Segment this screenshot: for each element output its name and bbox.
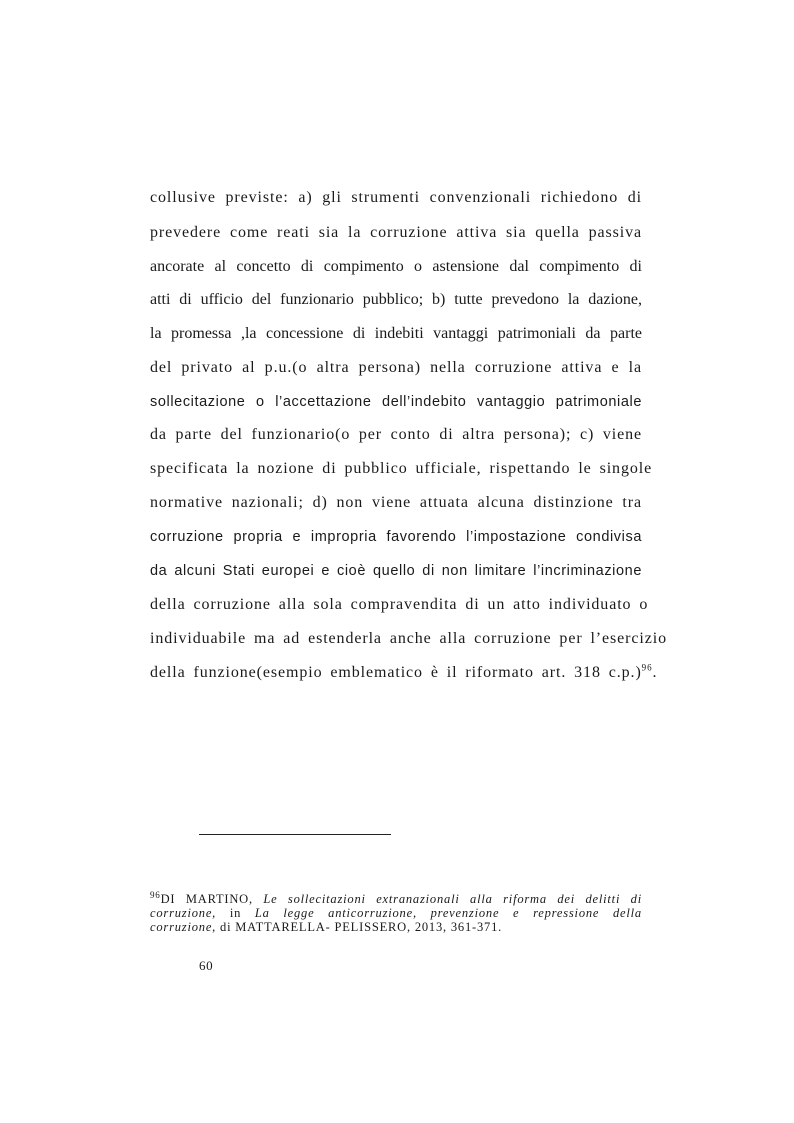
footnote-in-word: in (229, 906, 242, 920)
footnote-line-2 (150, 906, 642, 920)
body-line-6: del privato al p.u.(o altra persona) nella corruzione attiva e la (150, 359, 642, 376)
footnote-number: 96 (150, 889, 161, 900)
body-line-7: sollecitazione o l’accettazione dell’indebito vantaggio patrimoniale (150, 394, 642, 410)
footnote-line-1 (150, 889, 642, 906)
body-line-5: la promessa ,la concessione di indebiti vantaggi patrimoniali da parte (150, 325, 642, 342)
footnote-title-continued: corruzione, (150, 906, 217, 920)
body-line-12: da alcuni Stati europei e cioè quello di non limitare l’incriminazione (150, 563, 642, 579)
footnote-author: DI MARTINO, (160, 892, 253, 906)
body-line-4: atti di ufficio del funzionario pubblico; b) tutte prevedono la dazione, (150, 291, 642, 308)
footnote-book: La legge anticorruzione, prevenzione e repressione della (254, 906, 642, 920)
body-line-10: normative nazionali; d) non viene attuata alcuna distinzione tra (150, 494, 642, 511)
body-line-15 (150, 662, 658, 683)
body-last-line-text: della funzione(esempio emblematico è il riformato art. 318 c.p.) (150, 664, 642, 681)
body-last-line-period: . (652, 664, 658, 681)
footnote-book-continued: corruzione (150, 920, 213, 934)
footnote-citation: , di MATTARELLA- PELISSERO, 2013, 361-371. (212, 920, 503, 934)
footnote-line-3 (150, 920, 642, 934)
page-number: 60 (199, 958, 214, 973)
footnote-reference: 96 (641, 662, 653, 673)
footnote-title: Le sollecitazioni extranazionali alla riforma dei delitti di (263, 892, 642, 906)
body-line-1: collusive previste: a) gli strumenti convenzionali richiedono di (150, 189, 642, 206)
body-line-3: ancorate al concetto di compimento o astensione dal compimento di (150, 258, 642, 275)
body-line-13: della corruzione alla sola compravendita di un atto individuato o (150, 596, 649, 613)
body-line-2: prevedere come reati sia la corruzione attiva sia quella passiva (150, 224, 642, 241)
body-line-9: specificata la nozione di pubblico ufficiale, rispettando le singole (150, 460, 653, 477)
body-line-14: individuabile ma ad estenderla anche alla corruzione per l’esercizio (150, 630, 667, 647)
body-line-8: da parte del funzionario(o per conto di altra persona); c) viene (150, 426, 642, 443)
footnote-separator (199, 834, 391, 835)
body-line-11: corruzione propria e impropria favorendo l’impostazione condivisa (150, 529, 642, 545)
